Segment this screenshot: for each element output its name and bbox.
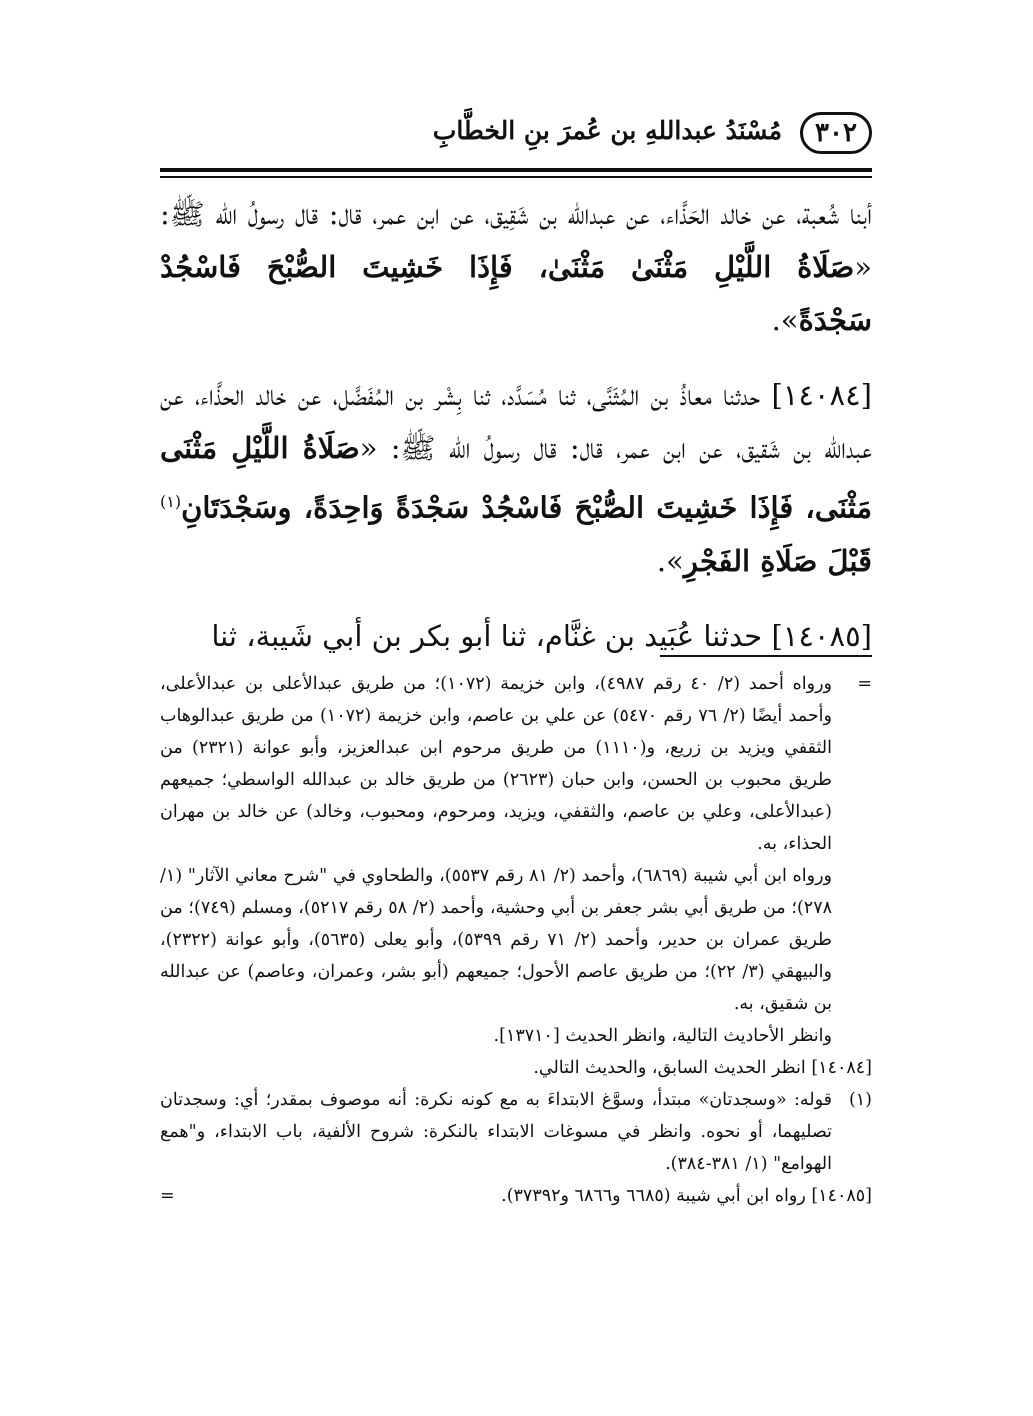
header-rule-thick [160, 168, 872, 172]
footnote-14084 [160, 1052, 872, 1084]
page-number: ٣٠٢ [815, 118, 857, 148]
footnote-text: [١٤٠٨٥] رواه ابن أبي شيبة (٦٦٨٥ و٦٨٦٦ و٣٧٣٩٢). [501, 1186, 872, 1206]
hadith-number: [١٤٠٨٤] [771, 378, 872, 412]
prophetic-quote: صَلَاةُ اللَّيْلِ مَثْنَى مَثْنَى، فَإِذَا خَشِيتَ الصُّبْحَ فَاسْجُدْ سَجْدَةً وَاحِدَةً، وسَجْدَتَانِ [160, 431, 872, 525]
quote-intro: قال: قال رسولُ الله ﷺ: « [160, 197, 872, 284]
chain-text: أبنا شُعبة، عن خالد الحَذَّاء، عن عبدالله بن شَقِيق، عن ابن عمر، [372, 197, 872, 231]
main-text [160, 188, 872, 663]
chain-text: حدثنا عُبَيد بن غنَّام، ثنا أبو بكر بن أبي شَيبة، ثنا [211, 618, 772, 653]
paragraph-hadith-14083-end [160, 188, 872, 347]
paragraph-hadith-14084 [160, 369, 872, 588]
prophetic-quote-continued: قَبْلَ صَلَاةِ الفَجْرِ [683, 543, 872, 578]
quote-end: ». [656, 543, 684, 578]
footnote-ref[interactable]: (١) [160, 492, 182, 511]
footnote-continued [160, 668, 872, 1052]
prophetic-quote: صَلَاةُ اللَّيْلِ مَثْنَىٰ مَثْنَىٰ، فَإِذَا خَشِيتَ الصُّبْحَ فَاسْجُدْ سَجْدَةً [160, 250, 872, 337]
quote-intro: قال: قال رسولُ الله ﷺ: « [359, 431, 616, 465]
footnote-text: وانظر الأحاديث التالية، وانظر الحديث [١٣٧١٠]. [493, 1026, 832, 1046]
footnotes [160, 668, 872, 1212]
footnote-text: ورواه ابن أبي شيبة (٦٨٦٩)، وأحمد (٢/ ٨١ رقم ٥٥٣٧)، والطحاوي في "شرح معاني الآثار" (١/ ٢٧٨)؛ من طريق أبي بشر جعفر بن أبي وحشية، وأحمد (٢/ ٥٨ رقم ٥٢١٧)، ومسلم (٧٤٩)؛ من طريق عمران بن حدير، وأحمد (٢/ ٧١ رقم ٥٣٩٩)، وأبو يعلى (٥٦٣٥)، وأبو عوانة (٢٣٢٢)، والبيهقي (٣/ ٢٢)؛ من طريق عاصم الأحول؛ جميعهم (أبو بشر، وعمران، وعاصم) عن عبدالله بن شقيق، به. [160, 866, 832, 1014]
chain-text: حدثنا معاذُ بن المُثَنَّى، ثنا مُسَدَّد، ثنا بِشْر بن المُفَضَّل، عن خالد الحذَّاء، عن عبدالله بن شَقيق، عن ابن عمر، [160, 378, 873, 465]
continuation-marker: = [857, 674, 872, 694]
running-title: مُسْنَدُ عبداللهِ بن عُمرَ بنِ الخطَّابِ [432, 116, 782, 145]
footnote-separator [660, 655, 872, 657]
footnote-marker: (١) [848, 1090, 872, 1110]
continuation-marker: = [160, 1186, 175, 1206]
page-number-badge [800, 112, 872, 154]
footnote-text: [١٤٠٨٤] انظر الحديث السابق، والحديث التالي. [533, 1058, 872, 1078]
footnote-14085 [160, 1180, 872, 1212]
footnote-text: قوله: «وسجدتان» مبتدأ، وسوَّغ الابتداءَ به مع كونه نكرة: أنه موصوف بمقدر؛ أي: وسجدتان تصليهما، أو نحوه. وانظر في مسوغات الابتداء بالنكرة: شروح الألفية، باب الابتداء، و"همع الهوامع" (١/ ٣٨١-٣٨٤). [160, 1090, 832, 1174]
footnote-1 [160, 1084, 872, 1180]
quote-end: ». [771, 303, 799, 337]
footnote-text: ورواه أحمد (٢/ ٤٠ رقم ٤٩٨٧)، وابن خزيمة (١٠٧٢)؛ من طريق عبدالأعلى بن عبدالأعلى، وأحمد أيضًا (٢/ ٧٦ رقم ٥٤٧٠) عن علي بن عاصم، وابن خزيمة (١٠٧٢) من طريق عبدالوهاب الثقفي ويزيد بن زريع، و(١١١٠) من طريق مرحوم ابن عبدالعزيز، وأبو عوانة (٢٣٢١) من طريق محبوب بن الحسن، وابن حبان (٢٦٢٣) من طريق خالد بن عبدالله الواسطي؛ جميعهم (عبدالأعلى، وعلي بن عاصم، والثقفي، ويزيد، ومرحوم، ومحبوب، وخالد) عن خالد بن مهران الحذاء، به. [160, 674, 832, 854]
page-header [160, 112, 872, 172]
hadith-number: [١٤٠٨٥] [771, 618, 872, 653]
header-rule-thin [160, 176, 872, 178]
